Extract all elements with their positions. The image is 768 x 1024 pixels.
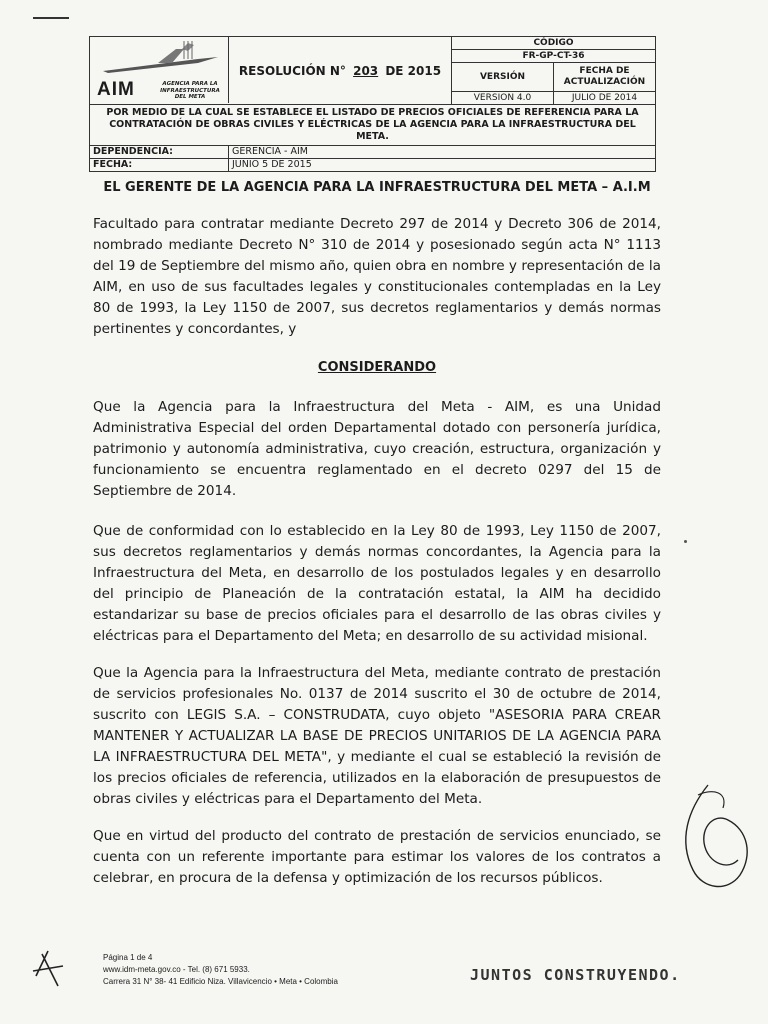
date-label: FECHA: bbox=[90, 159, 229, 171]
purpose-row bbox=[90, 105, 655, 146]
resolution-purpose: POR MEDIO DE LA CUAL SE ESTABLECE EL LISTADO DE PRECIOS OFICIALES DE REFERENCIA PARA LA CONTRATACIÓN DE OBRAS CIVILES Y ELÉCTRICAS DE LA AGENCIA PARA LA INFRAESTRUCTURA DEL META. bbox=[106, 107, 639, 142]
date-value: JUNIO 5 DE 2015 bbox=[232, 159, 312, 170]
footer-contact: www.idm-meta.gov.co - Tel. (8) 671 5933. bbox=[103, 965, 250, 974]
signature-mark bbox=[668, 780, 758, 900]
paragraph-4: Que en virtud del producto del contrato de prestación de servicios enunciado, se cuenta con un referente importante para estimar los valores de los contratos a celebrar, en procura de la defensa y optimización de los recursos públicos. bbox=[93, 828, 661, 886]
update-label: FECHA DE ACTUALIZACIÓN bbox=[563, 66, 646, 87]
paragraph-2: Que de conformidad con lo establecido en la Ley 80 de 1993, Ley 1150 de 2007, sus decretos reglamentarios y demás normas concordantes, la Agencia para la Infraestructura del Meta, en desarrollo de los postulados legales y en desarrollo del principio de Planeación de la contratación estatal, la AIM ha decidido estandarizar su base de precios oficiales para el desarrollo de las obras civiles y eléctricas para el Departamento del Meta; en desarrollo de su actividad misional. bbox=[93, 523, 661, 644]
header-top-row bbox=[90, 37, 655, 105]
intro-paragraph: Facultado para contratar mediante Decreto 297 de 2014 y Decreto 306 de 2014, nombrado mediante Decreto N° 310 de 2014 y posesionado según acta N° 1113 del 19 de Septiembre del mismo año, quien obra en nombre y representación de la AIM, en uso de sus facultades legales y constitucionales contempladas en la Ley 80 de 1993, la Ley 1150 de 2007, sus decretos reglamentarios y demás normas pertinentes y concordantes, y bbox=[93, 216, 661, 337]
scan-mark bbox=[33, 17, 69, 19]
code-label: CÓDIGO bbox=[452, 37, 655, 50]
resolution-number: 203 bbox=[353, 63, 379, 78]
page-footer bbox=[103, 952, 338, 988]
page-number: Página 1 de 4 bbox=[103, 953, 153, 962]
document-code-block bbox=[452, 37, 655, 104]
update-value: JULIO DE 2014 bbox=[571, 93, 638, 103]
document-title: EL GERENTE DE LA AGENCIA PARA LA INFRAESTRUCTURA DEL META – A.I.M bbox=[103, 180, 651, 195]
logo-wordmark: AIM bbox=[97, 79, 135, 100]
date-row bbox=[90, 159, 655, 171]
resolution-title: RESOLUCIÓN N° 203 DE 2015 bbox=[229, 37, 452, 104]
version-label: VERSIÓN bbox=[452, 63, 554, 91]
document-header-table bbox=[89, 36, 656, 172]
dependency-value: GERENCIA - AIM bbox=[232, 146, 308, 157]
airplane-logo-icon bbox=[98, 39, 223, 79]
paragraph-1: Que la Agencia para la Infraestructura del Meta - AIM, es una Unidad Administrativa Especial del orden Departamental dotado con personería jurídica, patrimonio y autonomía administrativa, cuyo creación, estructura, organización y funcionamiento se encuentra reglamentado en el decreto 0297 del 15 de Septiembre de 2014. bbox=[93, 399, 661, 499]
paragraph-3: Que la Agencia para la Infraestructura del Meta, mediante contrato de prestación de servicios profesionales No. 0137 de 2014 suscrito el 30 de octubre de 2014, suscrito con LEGIS S.A. – CONSTRUDATA, cuyo objeto "ASESORIA PARA CREAR MANTENER Y ACTUALIZAR LA BASE DE PRECIOS UNITARIOS DE LA AGENCIA PARA LA INFRAESTRUCTURA DEL META", y mediante el cual se estableció la revisión de los precios oficiales de referencia, utilizados en la elaboración de presupuestos de obras civiles y eléctricas para el Departamento del Meta. bbox=[93, 665, 661, 807]
footer-address: Carrera 31 N° 38- 41 Edificio Niza. Villavicencio • Meta • Colombia bbox=[103, 977, 338, 986]
initials-mark bbox=[28, 946, 73, 991]
scan-speck bbox=[684, 540, 687, 543]
version-value: VERSION 4.0 bbox=[452, 92, 554, 104]
slogan-logo: JUNTOS CONSTRUYENDO. bbox=[470, 966, 681, 984]
logo-subtitle: AGENCIA PARA LA INFRAESTRUCTURA DEL META bbox=[160, 81, 220, 100]
aim-logo bbox=[90, 37, 229, 103]
considerando-heading: CONSIDERANDO bbox=[317, 360, 437, 375]
code-value: FR-GP-CT-36 bbox=[452, 50, 655, 63]
dependency-label: DEPENDENCIA: bbox=[90, 146, 229, 158]
dependency-row bbox=[90, 146, 655, 159]
